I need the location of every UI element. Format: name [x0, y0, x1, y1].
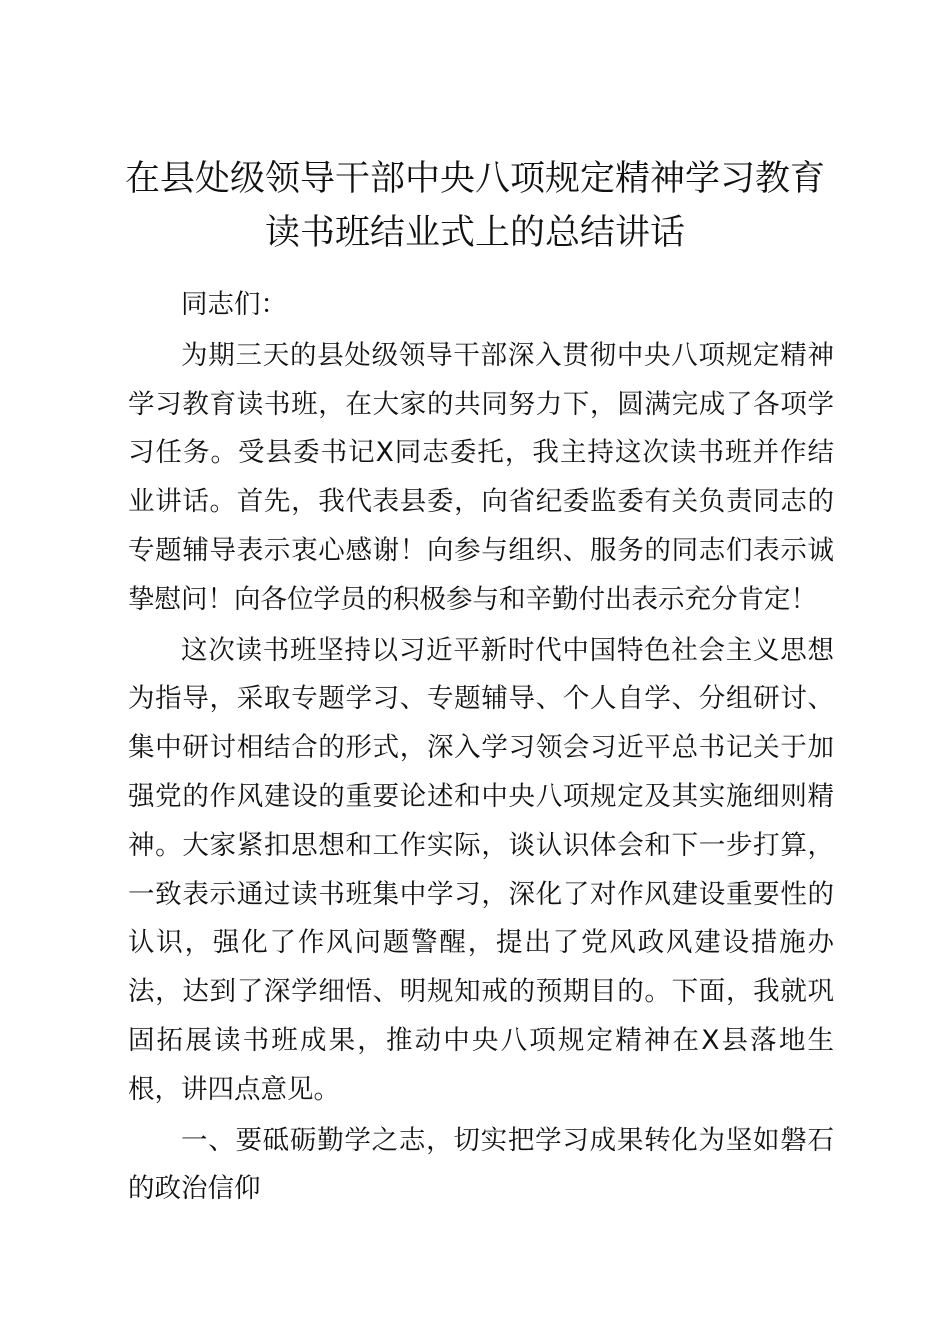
section-heading: 一、要砥砺勤学之志，切实把学习成果转化为坚如磐石的政治信仰 [128, 1124, 834, 1205]
title-line-2: 读书班结业式上的总结讲话 [264, 213, 685, 253]
title-line-1: 在县处级领导干部中央八项规定精神学习教育 [124, 159, 825, 199]
document-body [128, 281, 834, 1214]
salutation: 同志们： [181, 289, 287, 320]
paragraph-2: 这次读书班坚持以习近平新时代中国特色社会主义思想为指导，采取专题学习、专题辅导、个人自学、分组研讨、集中研讨相结合的形式，深入学习领会习近平总书记关于加强党的作风建设的重要论述和中央八项规定及其实施细则精神。大家紧扣思想和工作实际，谈认识体会和下一步打算，一致表示通过读书班集中学习，深化了对作风建设重要性的认识，强化了作风问题警醒，提出了党风政风建设措施办法，达到了深学细悟、明规知戒的预期目的。下面，我就巩固拓展读书班成果，推动中央八项规定精神在X县落地生根，讲四点意见。 [128, 634, 834, 1105]
paragraph-1: 为期三天的县处级领导干部深入贯彻中央八项规定精神学习教育读书班，在大家的共同努力下，圆满完成了各项学习任务。受县委书记X同志委托，我主持这次读书班并作结业讲话。首先，我代表县委，向省纪委监委有关负责同志的专题辅导表示衷心感谢！向参与组织、服务的同志们表示诚挚慰问！向各位学员的积极参与和辛勤付出表示充分肯定！ [128, 339, 834, 615]
document-title [95, 152, 855, 260]
